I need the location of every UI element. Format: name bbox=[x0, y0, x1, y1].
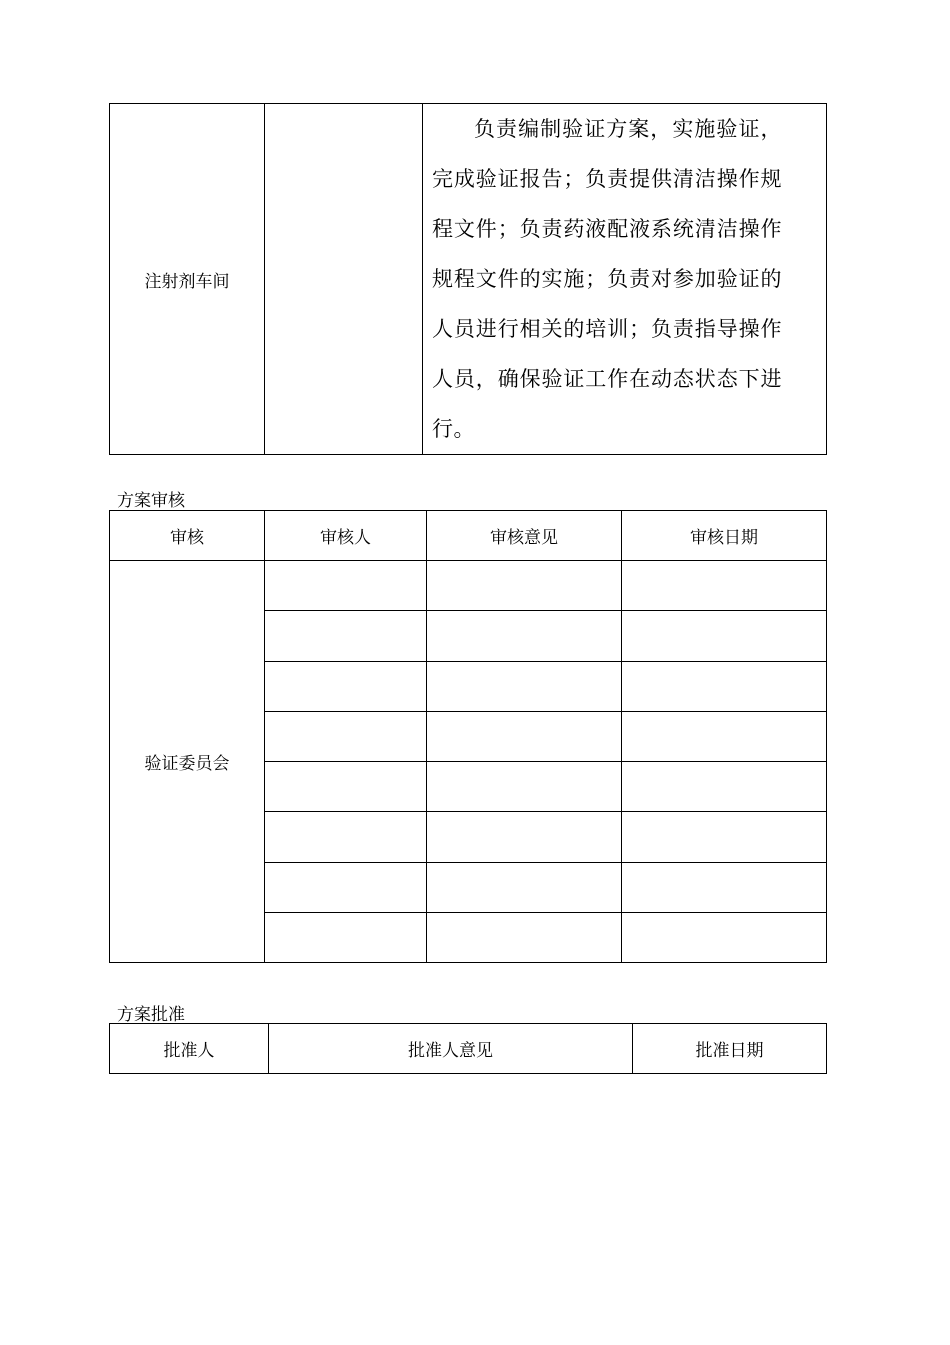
responsibility-table bbox=[109, 103, 827, 455]
header-reviewer: 审核人 bbox=[265, 511, 427, 561]
opinion-cell[interactable] bbox=[427, 561, 622, 611]
review-table bbox=[109, 510, 827, 963]
header-review: 审核 bbox=[110, 511, 265, 561]
header-review-date: 审核日期 bbox=[622, 511, 827, 561]
date-cell[interactable] bbox=[622, 762, 827, 812]
header-approver-opinion: 批准人意见 bbox=[269, 1024, 633, 1074]
reviewer-cell[interactable] bbox=[265, 561, 427, 611]
approval-header-row bbox=[110, 1024, 827, 1074]
date-cell[interactable] bbox=[622, 862, 827, 912]
reviewer-cell[interactable] bbox=[265, 812, 427, 862]
date-cell[interactable] bbox=[622, 913, 827, 963]
opinion-cell[interactable] bbox=[427, 611, 622, 661]
duties-text: 负责编制验证方案，实施验证，完成验证报告；负责提供清洁操作规程文件；负责药液配液系统清洁操作规程文件的实施；负责对参加验证的人员进行相关的培训；负责指导操作人员，确保验证工作在动态状态下进行。 bbox=[432, 117, 782, 441]
opinion-cell[interactable] bbox=[427, 812, 622, 862]
review-section-title: 方案审核 bbox=[117, 491, 185, 511]
role-cell bbox=[265, 104, 423, 455]
table-row bbox=[110, 104, 827, 455]
reviewer-cell[interactable] bbox=[265, 611, 427, 661]
reviewer-cell[interactable] bbox=[265, 711, 427, 761]
opinion-cell[interactable] bbox=[427, 661, 622, 711]
opinion-cell[interactable] bbox=[427, 711, 622, 761]
date-cell[interactable] bbox=[622, 611, 827, 661]
opinion-cell[interactable] bbox=[427, 913, 622, 963]
reviewer-cell[interactable] bbox=[265, 661, 427, 711]
header-review-opinion: 审核意见 bbox=[427, 511, 622, 561]
opinion-cell[interactable] bbox=[427, 762, 622, 812]
approval-section-title: 方案批准 bbox=[117, 1005, 185, 1025]
date-cell[interactable] bbox=[622, 561, 827, 611]
table-row bbox=[110, 561, 827, 611]
duties-cell bbox=[423, 104, 827, 455]
reviewer-cell[interactable] bbox=[265, 862, 427, 912]
header-approver: 批准人 bbox=[110, 1024, 269, 1074]
opinion-cell[interactable] bbox=[427, 862, 622, 912]
date-cell[interactable] bbox=[622, 812, 827, 862]
header-approval-date: 批准日期 bbox=[633, 1024, 827, 1074]
date-cell[interactable] bbox=[622, 661, 827, 711]
department-cell: 注射剂车间 bbox=[110, 104, 265, 455]
date-cell[interactable] bbox=[622, 711, 827, 761]
review-header-row bbox=[110, 511, 827, 561]
approval-table bbox=[109, 1023, 827, 1074]
reviewer-cell[interactable] bbox=[265, 762, 427, 812]
committee-cell: 验证委员会 bbox=[110, 561, 265, 963]
reviewer-cell[interactable] bbox=[265, 913, 427, 963]
